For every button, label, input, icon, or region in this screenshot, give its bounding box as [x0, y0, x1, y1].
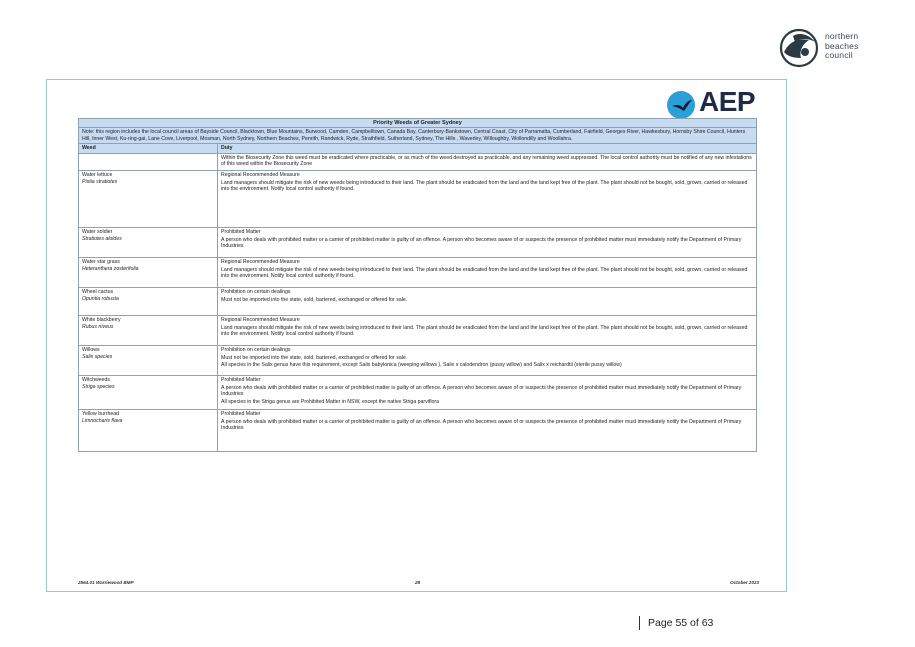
duty-description: A person who deals with prohibited matter or a carrier of prohibited matter is guilty of an offence. A person who becomes aware of or suspects the presence of prohibited matter must immediately notify the Department of Primary Industries	[221, 418, 742, 431]
duty-type: Prohibited Matter	[221, 410, 261, 417]
table-row	[79, 287, 757, 315]
table-row	[79, 375, 757, 409]
duty-type: Regional Recommended Measure	[221, 171, 300, 178]
weed-scientific-name: Stratiotes aloides	[82, 236, 122, 243]
weed-scientific-name: Opuntia robusta	[82, 296, 119, 303]
duty-type: Regional Recommended Measure	[221, 316, 300, 323]
weed-scientific-name: Pistia stratiotes	[82, 179, 118, 186]
duty-type: Prohibited Matter	[221, 376, 261, 383]
duty-description: A person who deals with prohibited matter or a carrier of prohibited matter is guilty of an offence. A person who becomes aware of or suspects the presence of prohibited matter must immediately notify the Department of Primary Industries	[221, 236, 742, 249]
table-row	[79, 345, 757, 375]
table-title: Priority Weeds of Greater Sydney	[79, 119, 757, 128]
embedded-document-page	[46, 79, 787, 592]
duty-type: Prohibition on certain dealings	[221, 346, 291, 353]
footer-date: October 2023	[730, 580, 760, 585]
table-row	[79, 227, 757, 257]
duty-type: Prohibited Matter	[221, 228, 261, 235]
table-row	[79, 153, 757, 170]
footer-document-id: 2564.01 Warriewood BMP	[78, 580, 134, 585]
duty-type: Regional Recommended Measure	[221, 258, 300, 265]
table-row	[79, 315, 757, 345]
council-line-3: council	[825, 50, 853, 60]
weed-scientific-name: Striga species	[82, 384, 115, 391]
council-emblem-icon	[779, 28, 821, 68]
weed-common-name: Water soldier	[82, 228, 113, 235]
duty-description: Must not be imported into the state, sold, bartered, exchanged or offered for sale.	[221, 296, 408, 303]
weed-common-name: Water star grass	[82, 258, 120, 265]
weed-scientific-name: Rubus niveus	[82, 324, 114, 331]
weed-scientific-name: Limnocharis flava	[82, 418, 123, 425]
page-number: Page 55 of 63	[639, 616, 713, 630]
weed-common-name: Yellow burrhead	[82, 410, 120, 417]
table-row	[79, 409, 757, 451]
column-header-weed: Weed	[79, 144, 218, 153]
weed-common-name: Witchweeds	[82, 376, 110, 383]
duty-description: Land managers should mitigate the risk of new weeds being introduced to their land. The plant should be eradicated from the land and the land kept free of the plant. The plant should not be bought, sold, grown, carried or released into the environment. Notify local control authority if found.	[221, 179, 748, 192]
table-note: Note: this region includes the local council areas of Bayside Council, Blacktown, Blue Mountains, Burwood, Camden, Campbelltown, Canada Bay, Canterbury-Bankstown, Central Coast, City of Parramatta, Cumberland, Fairfield, Georges River, Hawkesbury, Hornsby Shire Council, Hunters Hill, Inner West, Ku-ring-gai, Lane Cove, Liverpool, Mosman, North Sydney, Northern Beaches, Penrith, Randwick, Ryde, Strathfield, Sutherland, Sydney, The Hills , Waverley, Willoughby, Wollondilly and Woollahra.	[79, 128, 757, 144]
duty-exception-note: All species in the Striga genus are Prohibited Matter in NSW, except the native Striga parviflora	[221, 398, 439, 405]
weed-common-name: Water lettuce	[82, 171, 113, 178]
table-row	[79, 257, 757, 287]
weed-common-name: Wheel cactus	[82, 288, 114, 295]
duty-type: Prohibition on certain dealings	[221, 288, 291, 295]
footer-page-number: 28	[415, 580, 421, 585]
weed-common-name: White blackberry	[82, 316, 121, 323]
weed-common-name: Willows	[82, 346, 100, 353]
continued-duty-text: Within the Biosecurity Zone this weed must be eradicated where practicable, or as much of the weed destroyed as practicable, and any remaining weed suppressed. The local control authority must be notified of any new infestations of this weed within the Biosecurity Zone	[218, 153, 757, 170]
table-row	[79, 170, 757, 227]
duty-description: Land managers should mitigate the risk of new weeds being introduced to their land. The plant should be eradicated from the land and the land kept free of the plant. The plant should not be bought, sold, grown, carried or released into the environment. Notify local control authority if found.	[221, 324, 748, 337]
council-line-1: northern	[825, 31, 859, 41]
duty-description: A person who deals with prohibited matter or a carrier of prohibited matter is guilty of an offence. A person who becomes aware of or suspects the presence of prohibited matter must immediately notify the Department of Primary Industries	[221, 384, 742, 397]
weed-scientific-name: Salix species	[82, 354, 113, 361]
council-wordmark	[825, 32, 859, 61]
duty-exception-note: All species in the Salix genus have this requirement, except Salix babylonica (weeping willows ), Salix x calodendron (pussy willow) and Salix x reichardtii (sterile pussy willow)	[221, 362, 622, 369]
duty-description: Land managers should mitigate the risk of new weeds being introduced to their land. The plant should be eradicated from the land and the land kept free of the plant. The plant should not be bought, sold, grown, carried or released into the environment. Notify local control authority if found.	[221, 266, 748, 279]
weed-scientific-name: Heteranthera zosterifolia	[82, 266, 139, 273]
council-line-2: beaches	[825, 40, 859, 51]
aep-logo-text: AEP	[699, 86, 756, 117]
column-header-duty: Duty	[218, 144, 757, 153]
duty-description: Must not be imported into the state, sold, bartered, exchanged or offered for sale.	[221, 354, 408, 361]
priority-weeds-table	[78, 118, 757, 452]
aep-logo	[667, 88, 767, 120]
council-logo	[779, 28, 879, 68]
aep-bird-icon	[667, 91, 695, 119]
